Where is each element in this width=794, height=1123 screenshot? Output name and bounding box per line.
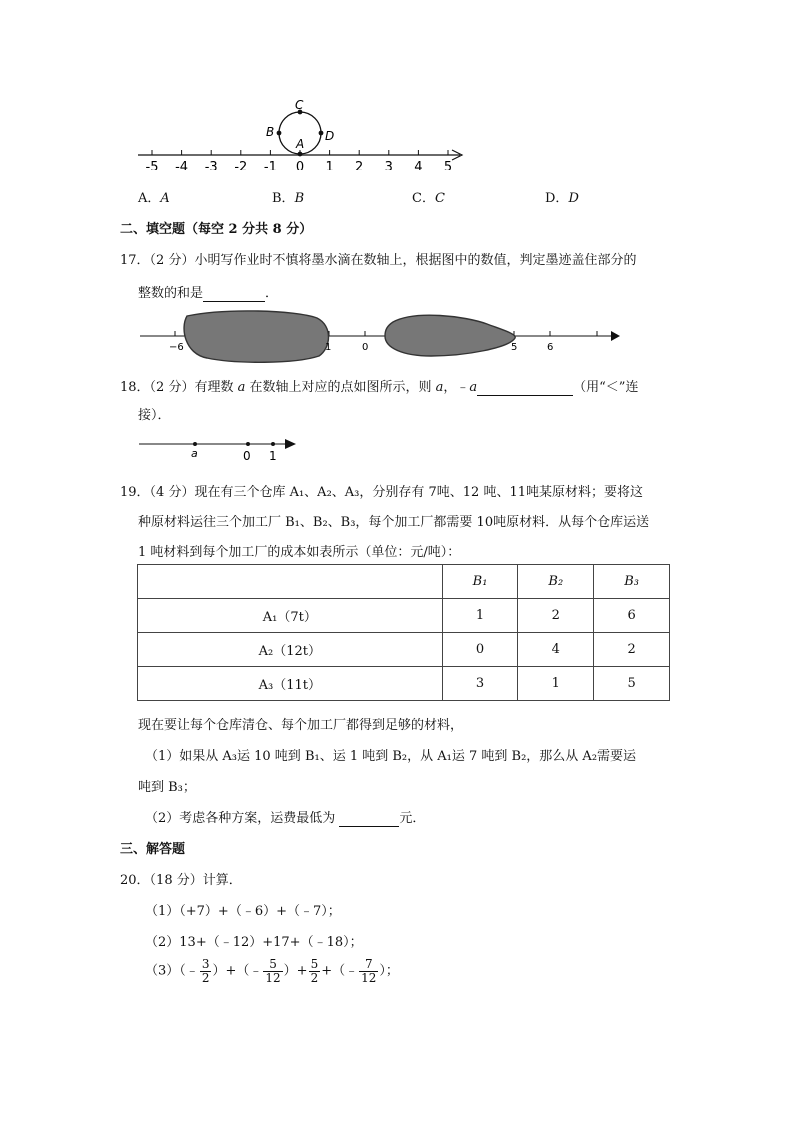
table-cell: 1 <box>442 599 518 633</box>
q19-cost-table <box>137 564 670 701</box>
q16-tick-label: 2 <box>355 160 364 170</box>
q16-option-b[interactable] <box>272 187 304 206</box>
q18-mid-2: ，﹣ <box>443 380 470 395</box>
table-row-label: A₃（11t） <box>138 667 443 701</box>
q16-option-a-letter: A． <box>138 191 161 206</box>
q17-answer-blank[interactable] <box>203 286 265 302</box>
q16-number-line-figure <box>130 95 475 170</box>
q18-point-1 <box>271 442 275 446</box>
q20-title: 20．（18 分）计算． <box>120 873 242 888</box>
q20-fraction: $\frac{5}{2}$ <box>310 957 319 985</box>
q16-label-b: B <box>266 125 275 139</box>
table-header-cell <box>138 565 443 599</box>
section-2-title: 二、填空题（每空 2 分共 8 分） <box>120 222 313 237</box>
table-header-cell: B₂ <box>518 565 594 599</box>
q16-tick-label: 5 <box>443 160 453 170</box>
q18-pre: 18．（2 分）有理数 <box>120 380 238 395</box>
q16-option-a[interactable] <box>138 187 170 206</box>
q16-tick-label: -5 <box>145 160 159 170</box>
q20-fraction: $\frac{5}{12}$ <box>265 957 281 985</box>
q18-label-1: 1 <box>269 449 277 463</box>
q17-label-1: 1 <box>325 342 332 353</box>
q18-answer-blank[interactable] <box>477 380 573 396</box>
table-header-cell: B₃ <box>594 565 670 599</box>
table-row <box>138 599 670 633</box>
q18-axis-arrow <box>285 439 296 449</box>
q18-point-0 <box>246 442 250 446</box>
q16-option-b-value: B <box>294 191 305 206</box>
q19-part-1-line-1: （1）如果从 A₃运 10 吨到 B₁、运 1 吨到 B₂，从 A₁运 7 吨到 B₂，那么从 A₂需要运 <box>145 749 637 764</box>
q20-part-3-label: （3） <box>145 963 180 979</box>
table-cell: 0 <box>442 633 518 667</box>
q16-label-d: D <box>325 129 335 143</box>
q18-var-a-2: a <box>435 380 444 395</box>
table-cell: 4 <box>518 633 594 667</box>
q20-part-3: （3）（﹣ $\frac{3}{2}$ ）+（﹣ $\frac{5}{12}$ ）+ $\frac{5}{2}$ +（﹣ $\frac{7}{12}$ ）； <box>145 957 399 985</box>
q16-option-b-letter: B． <box>272 191 295 206</box>
q19-part-1-line-2: 吨到 B₃； <box>138 780 196 795</box>
q16-tick-label: 0 <box>295 160 305 170</box>
q19-answer-blank[interactable] <box>339 811 399 827</box>
q20-frac-2-sign: ﹣ <box>249 963 263 979</box>
q16-point-a <box>298 152 303 157</box>
q16-point-d <box>319 131 324 136</box>
q20-part-1: （1）（+7）+（﹣6）+（﹣7）； <box>145 904 341 919</box>
q19-after-table: 现在要让每个仓库清仓、每个加工厂都得到足够的材料， <box>138 718 464 733</box>
q18-label-a: a <box>191 447 198 460</box>
table-cell: 1 <box>518 667 594 701</box>
q19-part-2-post: 元． <box>399 811 426 826</box>
q17-label-0: 0 <box>362 342 369 353</box>
q19-line-2: 种原材料运往三个加工厂 B₁、B₂、B₃，每个加工厂都需要 10吨原材料．从每个仓库运送 <box>138 515 650 530</box>
q20-fraction: $\frac{3}{2}$ <box>201 957 210 985</box>
q16-point-b <box>277 131 282 136</box>
q16-tick-label: -2 <box>234 160 248 170</box>
q17-label-6: 6 <box>547 342 554 353</box>
q16-tick-label: -4 <box>175 160 189 170</box>
q19-part-2 <box>145 807 425 827</box>
q17-line-2-pre: 整数的和是 <box>138 286 204 301</box>
q18-var-a: a <box>237 380 246 395</box>
q17-ink-number-line-figure <box>135 308 625 368</box>
table-cell: 5 <box>594 667 670 701</box>
q16-option-d-letter: D． <box>545 191 569 206</box>
q18-number-line-figure <box>135 432 305 464</box>
table-row <box>138 667 670 701</box>
q20-frac-1-sign: ﹣ <box>185 963 199 979</box>
table-cell: 2 <box>518 599 594 633</box>
q20-part-2: （2）13+（﹣12）+17+（﹣18）； <box>145 935 363 950</box>
table-header-row <box>138 565 670 599</box>
q20-frac-4-sign: ﹣ <box>345 963 359 979</box>
q17-line-2-post: ． <box>265 286 279 301</box>
q18-var-a-3: a <box>469 380 478 395</box>
q18-line-1 <box>120 376 638 396</box>
q16-option-c[interactable] <box>412 187 445 206</box>
q16-tick-label: -1 <box>263 160 277 170</box>
q17-line-1: 17．（2 分）小明写作业时不慎将墨水滴在数轴上，根据图中的数值，判定墨迹盖住部分的 <box>120 253 637 268</box>
table-row-label: A₁（7t） <box>138 599 443 633</box>
q19-line-1: 19．（4 分）现在有三个仓库 A₁、A₂、A₃，分别存有 7吨、12 吨、11吨某原材料；要将这 <box>120 485 643 500</box>
q16-option-d[interactable] <box>545 187 579 206</box>
q16-option-d-value: D <box>568 191 579 206</box>
table-cell: 3 <box>442 667 518 701</box>
q17-ink-blot-left <box>184 311 328 362</box>
q18-point-a <box>193 442 197 446</box>
table-cell: 2 <box>594 633 670 667</box>
q17-label-neg6: −6 <box>169 342 184 353</box>
q18-line-2: 接）． <box>138 408 171 423</box>
q16-tick-label: 3 <box>384 160 393 170</box>
q20-fraction: $\frac{7}{12}$ <box>361 957 377 985</box>
table-row <box>138 633 670 667</box>
q16-tick-label: -3 <box>204 160 218 170</box>
q19-line-3: 1 吨材料到每个加工厂的成本如表所示（单位：元/吨）： <box>138 545 461 560</box>
q16-label-c: C <box>295 98 304 112</box>
q19-part-2-pre: （2）考虑各种方案，运费最低为 <box>145 811 340 826</box>
table-row-label: A₂（12t） <box>138 633 443 667</box>
q16-option-a-value: A <box>160 191 170 206</box>
q18-post: （用“＜”连 <box>573 380 639 395</box>
q17-axis-arrow <box>611 331 620 341</box>
q18-mid: 在数轴上对应的点如图所示，则 <box>245 380 436 395</box>
q17-line-2 <box>138 282 278 302</box>
section-3-title: 三、解答题 <box>120 842 186 857</box>
q16-tick-label: 4 <box>414 160 423 170</box>
q16-label-a: A <box>296 137 305 151</box>
q16-tick-label: 1 <box>325 160 334 170</box>
table-header-cell: B₁ <box>442 565 518 599</box>
q18-label-0: 0 <box>243 449 251 463</box>
q16-option-c-value: C <box>434 191 445 206</box>
table-cell: 6 <box>594 599 670 633</box>
q17-ink-blot-right <box>385 315 518 356</box>
q17-label-5: 5 <box>511 342 518 353</box>
q16-option-c-letter: C． <box>412 191 435 206</box>
